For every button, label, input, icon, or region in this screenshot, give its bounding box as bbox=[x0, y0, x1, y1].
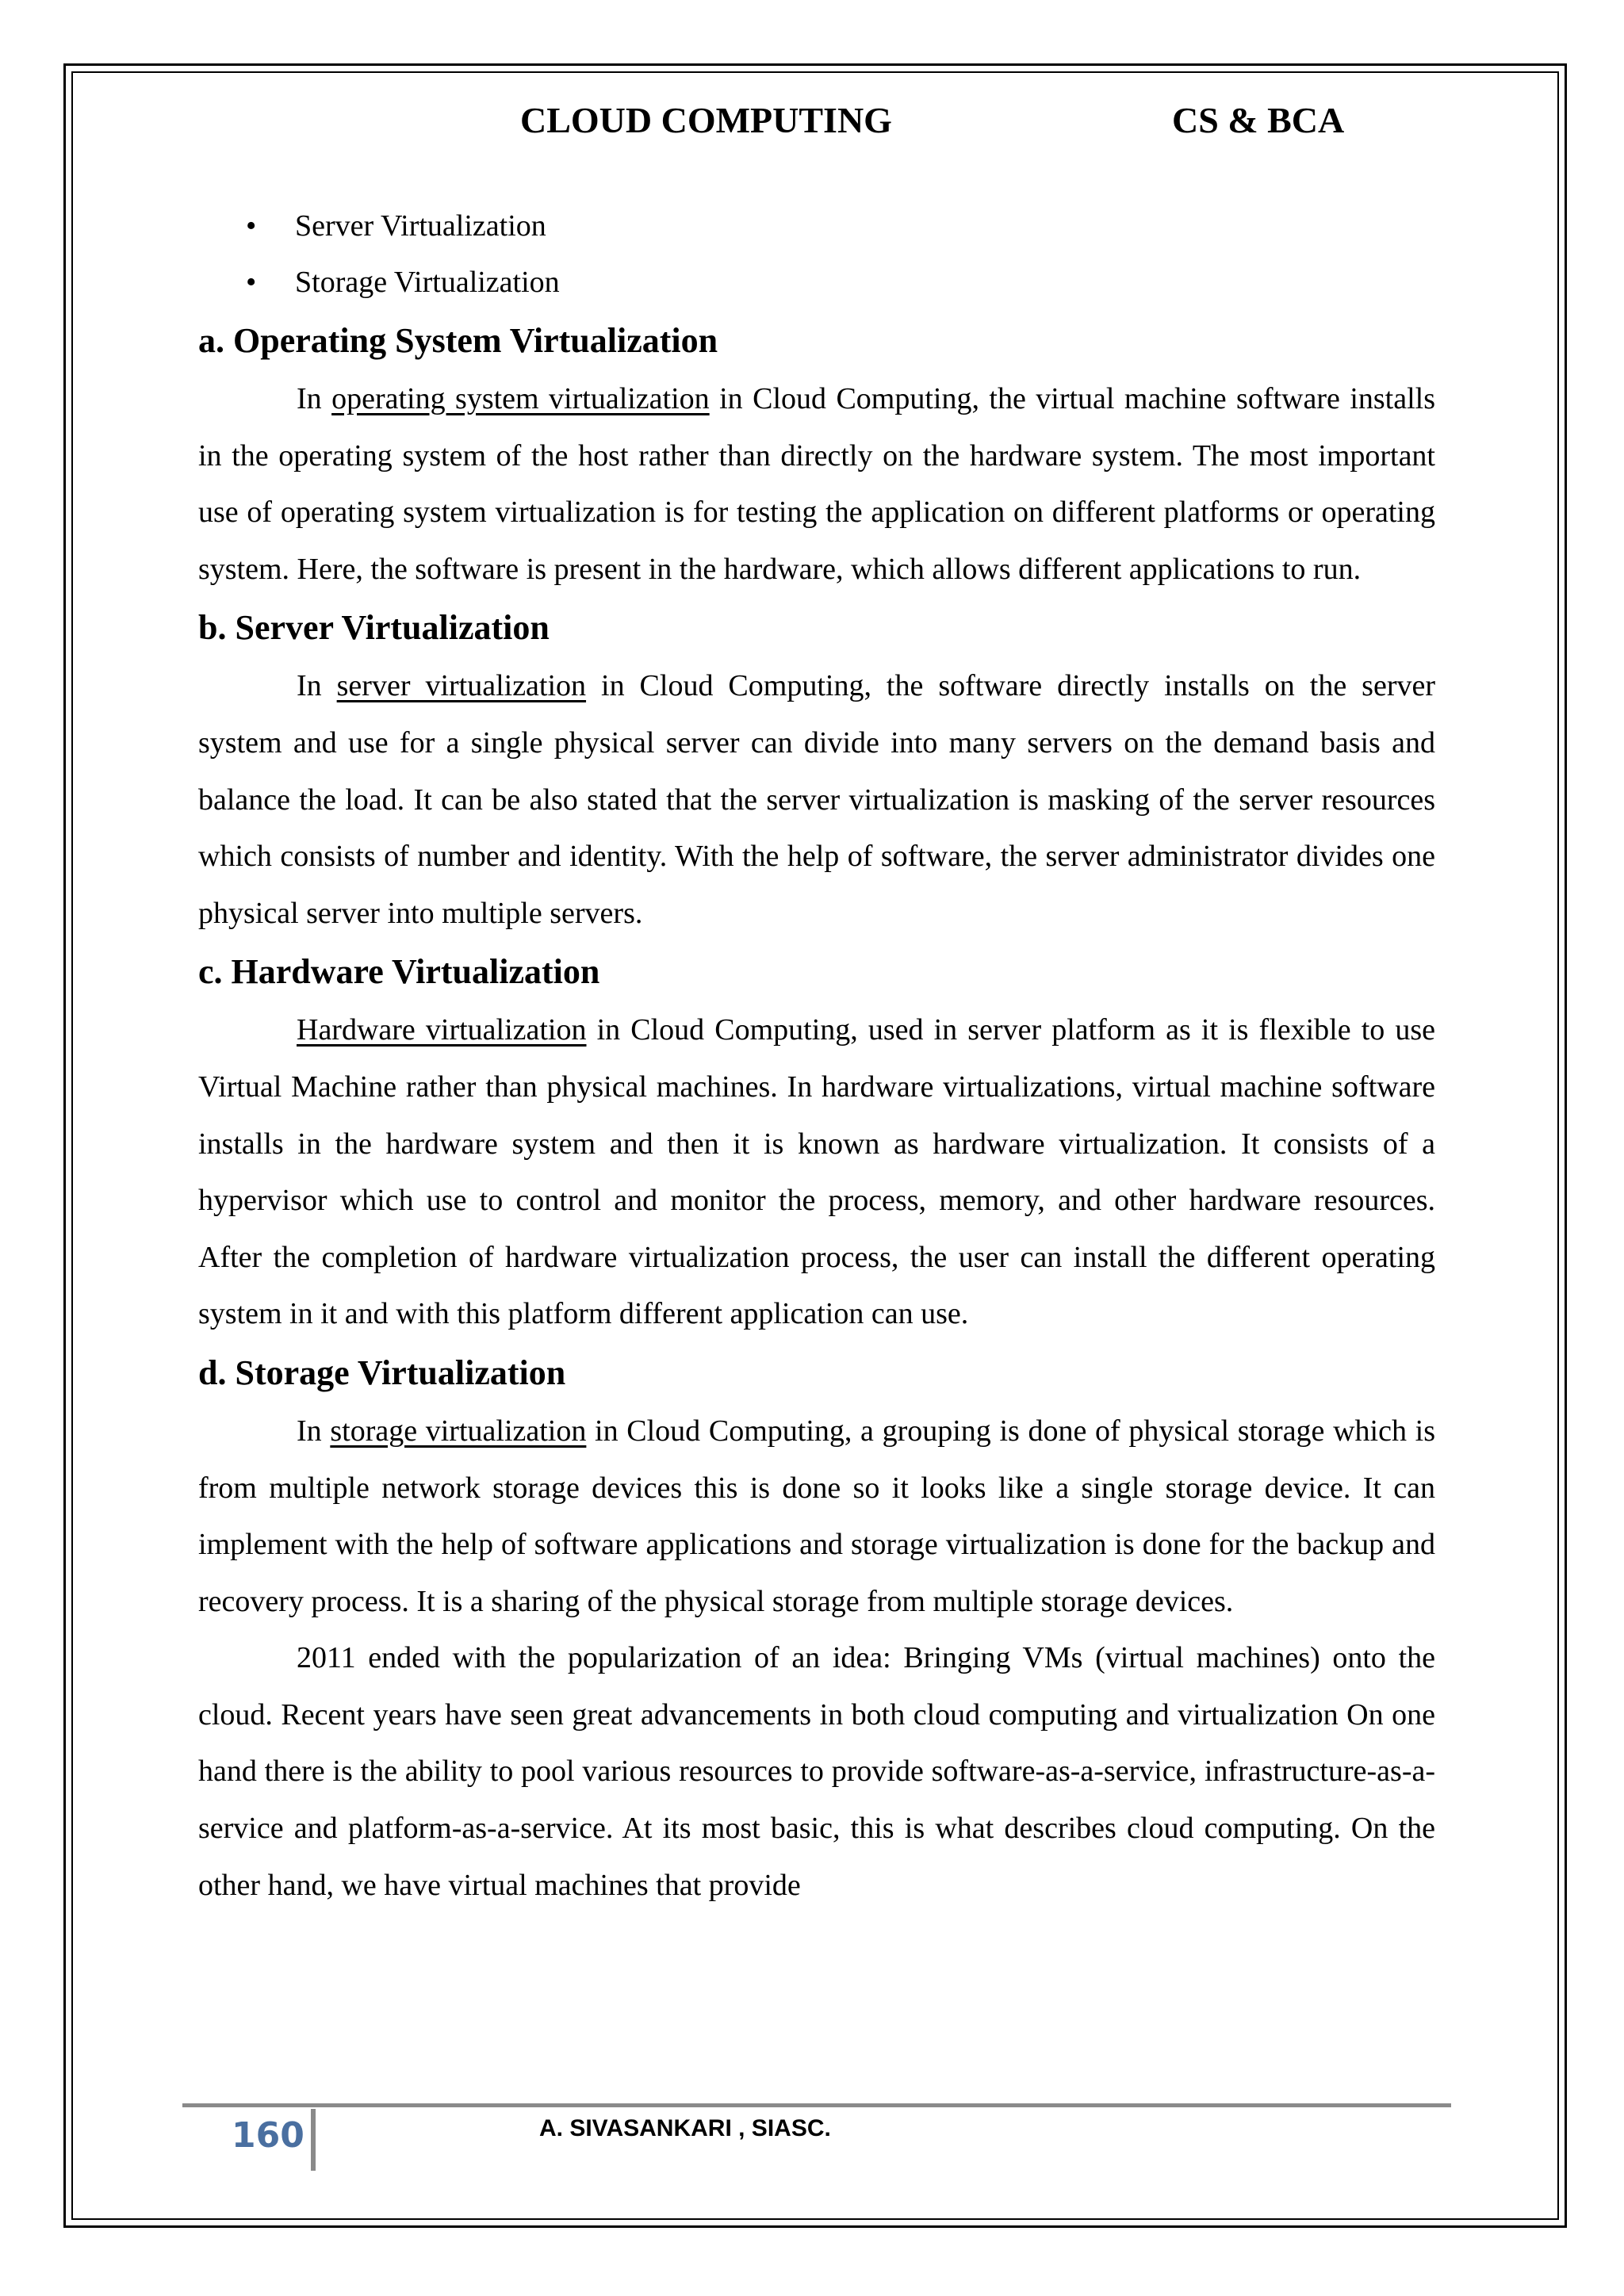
bullet-list bbox=[198, 198, 1435, 311]
term-link[interactable]: storage virtualization bbox=[330, 1414, 587, 1448]
page-number: 160 bbox=[232, 2115, 304, 2156]
header-course: CS & BCA bbox=[1172, 100, 1345, 140]
section-heading-os-virtualization: a. Operating System Virtualization bbox=[198, 321, 718, 360]
section-heading-server-virtualization: b. Server Virtualization bbox=[198, 608, 550, 648]
paragraph-os-virtualization: In operating system virtualization in Cloud Computing, the virtual machine software installs in the operating system of the host rather than directly on the hardware system. The most important use of operating system virtualization is for testing the application on different platforms or operating system. Here, the software is present in the hardware, which allows different applications to run. bbox=[198, 382, 1436, 586]
term-link[interactable]: server virtualization bbox=[336, 669, 587, 703]
footer-vertical-divider bbox=[311, 2109, 316, 2171]
paragraph-server-virtualization: In server virtualization in Cloud Computing, the software directly installs on the server system and use for a single physical server can divide into many servers on the demand basis and balance the load. It can be also stated that the server virtualization is masking of the server resources which consists of number and identity. With the help of software, the server administrator divides one physical server into multiple servers. bbox=[198, 669, 1436, 930]
page-header bbox=[0, 99, 1624, 147]
paragraph-hardware-virtualization: Hardware virtualization in Cloud Computing, used in server platform as it is flexible to use Virtual Machine rather than physical machines. In hardware virtualizations, virtual machine software installs in the hardware system and then it is known as hardware virtualization. It consists of a hypervisor which use to control and monitor the process, memory, and other hardware resources. After the completion of hardware virtualization process, the user can install the different operating system in it and with this platform different application can use. bbox=[198, 1013, 1436, 1331]
bullet-icon: • bbox=[246, 266, 257, 299]
section-heading-hardware-virtualization: c. Hardware Virtualization bbox=[198, 952, 600, 992]
section-heading-storage-virtualization: d. Storage Virtualization bbox=[198, 1353, 566, 1392]
bullet-icon: • bbox=[246, 209, 257, 243]
term-link[interactable]: operating system virtualization bbox=[331, 382, 710, 415]
page-content bbox=[198, 198, 1435, 1914]
list-item: • Storage Virtualization bbox=[198, 254, 1435, 311]
footer-author: A. SIVASANKARI , SIASC. bbox=[539, 2115, 831, 2141]
paragraph-storage-virtualization: In storage virtualization in Cloud Computing, a grouping is done of physical storage which is from multiple network storage devices this is done so it looks like a single storage device. It can implement with the help of software applications and storage virtualization is done for the backup and recovery process. It is a sharing of the physical storage from multiple storage devices. bbox=[198, 1414, 1435, 1618]
term-link[interactable]: Hardware virtualization bbox=[297, 1013, 587, 1047]
header-title: CLOUD COMPUTING bbox=[520, 100, 892, 140]
list-item: • Server Virtualization bbox=[198, 198, 1435, 254]
footer-divider bbox=[182, 2103, 1451, 2107]
paragraph-closing: 2011 ended with the popularization of an idea: Bringing VMs (virtual machines) onto the cloud. Recent years have seen great advancements in both cloud computing and virtualization On one hand there is the ability to pool various resources to provide software-as-a-service, infrastructure-as-a-service and platform-as-a-service. At its most basic, this is what describes cloud computing. On the other hand, we have virtual machines that provide bbox=[198, 1641, 1435, 1902]
